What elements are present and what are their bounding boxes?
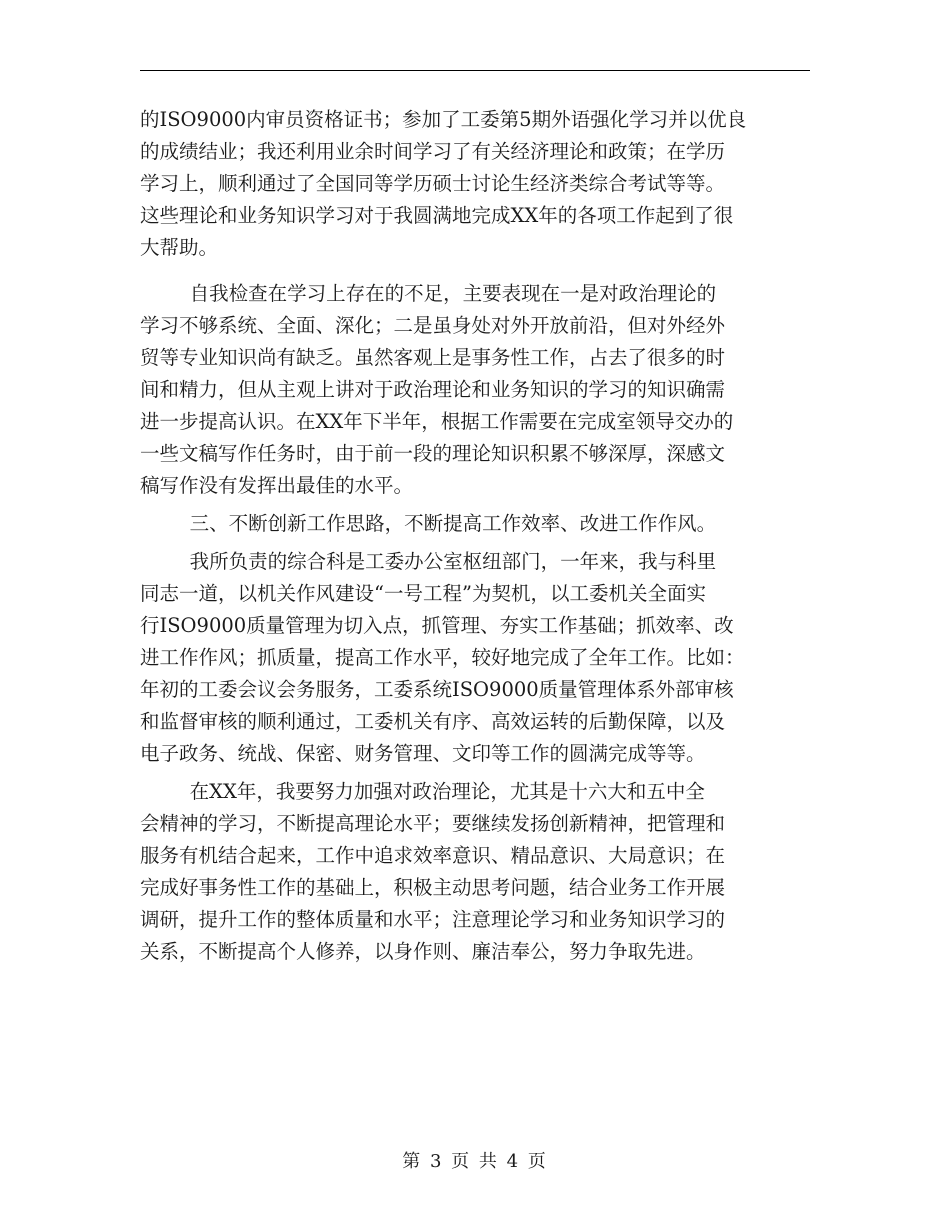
text-line: 行ISO9000质量管理为切入点，抓管理、夯实工作基础；抓效率、改 bbox=[140, 614, 734, 637]
text-line: 进一步提高认识。在XX年下半年，根据工作需要在完成室领导交办的 bbox=[140, 410, 734, 433]
text-line: 我所负责的综合科是工委办公室枢纽部门，一年来，我与科里 bbox=[140, 550, 717, 573]
text-line: 进工作作风；抓质量，提高工作水平，较好地完成了全年工作。比如： bbox=[140, 646, 745, 669]
text-line: 自我检查在学习上存在的不足，主要表现在一是对政治理论的 bbox=[140, 282, 717, 305]
text-line: 的成绩结业；我还利用业余时间学习了有关经济理论和政策；在学历 bbox=[140, 140, 726, 163]
text-line: 的ISO9000内审员资格证书；参加了工委第5期外语强化学习并以优良 bbox=[140, 108, 747, 131]
text-line: 完成好事务性工作的基础上，积极主动思考问题，结合业务工作开展 bbox=[140, 876, 726, 899]
header-rule bbox=[140, 70, 810, 71]
text-line: 关系，不断提高个人修养，以身作则、廉洁奉公，努力争取先进。 bbox=[140, 940, 706, 963]
text-line: 学习不够系统、全面、深化；二是虽身处对外开放前沿，但对外经外 bbox=[140, 314, 726, 337]
text-line: 大帮助。 bbox=[140, 236, 219, 259]
text-line: 同志一道，以机关作风建设“一号工程”为契机，以工委机关全面实 bbox=[140, 582, 706, 605]
text-line: 和监督审核的顺利通过，工委机关有序、高效运转的后勤保障，以及 bbox=[140, 710, 726, 733]
text-line: 一些文稿写作任务时，由于前一段的理论知识积累不够深厚，深感文 bbox=[140, 442, 726, 465]
text-line: 这些理论和业务知识学习对于我圆满地完成XX年的各项工作起到了很 bbox=[140, 204, 734, 227]
text-line: 电子政务、统战、保密、财务管理、文印等工作的圆满完成等等。 bbox=[140, 742, 706, 765]
text-line: 年初的工委会议会务服务，工委系统ISO9000质量管理体系外部审核 bbox=[140, 678, 734, 701]
text-line: 会精神的学习，不断提高理论水平；要继续发扬创新精神，把管理和 bbox=[140, 812, 726, 835]
text-line: 学习上，顺利通过了全国同等学历硕士讨论生经济类综合考试等等。 bbox=[140, 172, 726, 195]
section-heading: 三、不断创新工作思路，不断提高工作效率、改进工作作风。 bbox=[140, 512, 717, 535]
document-body bbox=[140, 104, 812, 968]
text-line: 调研，提升工作的整体质量和水平；注意理论学习和业务知识学习的 bbox=[140, 908, 726, 931]
text-line: 稿写作没有发挥出最佳的水平。 bbox=[140, 474, 414, 497]
page-number-footer: 第 3 页 共 4 页 bbox=[402, 1151, 548, 1172]
text-line: 在XX年，我要努力加强对政治理论，尤其是十六大和五中全 bbox=[140, 780, 705, 803]
text-line: 间和精力，但从主观上讲对于政治理论和业务知识的学习的知识确需 bbox=[140, 378, 726, 401]
text-line: 贸等专业知识尚有缺乏。虽然客观上是事务性工作，占去了很多的时 bbox=[140, 346, 726, 369]
text-line: 服务有机结合起来，工作中追求效率意识、精品意识、大局意识；在 bbox=[140, 844, 726, 867]
